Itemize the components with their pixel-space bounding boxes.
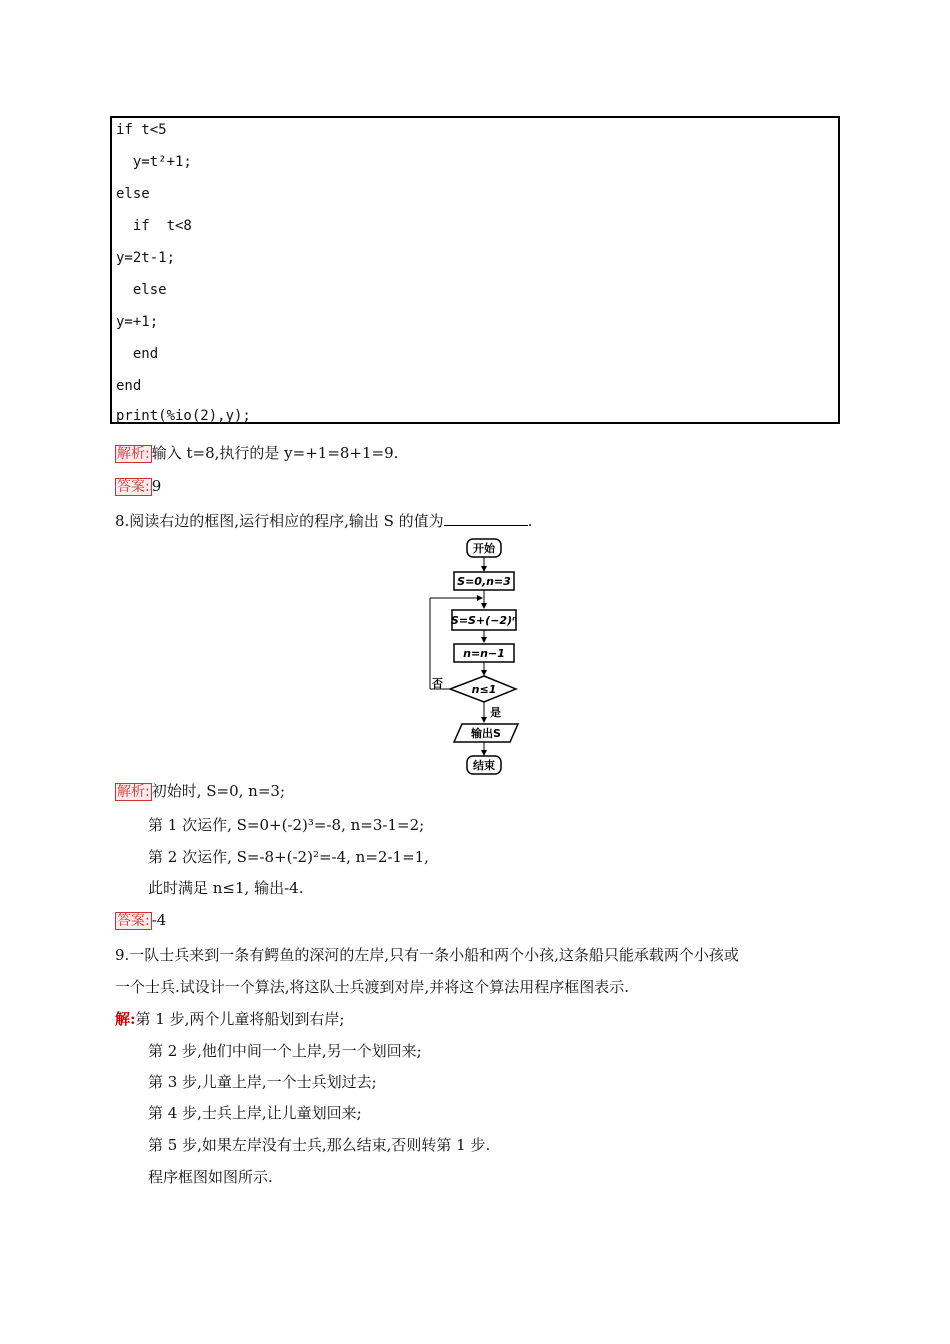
code-line: y=t²+1; [116,154,192,170]
analysis-line: 第 1 次运作, S=0+(-2)³=-8, n=3-1=2; [148,816,425,834]
q8-analysis [115,780,285,801]
solution-step: 程序框图如图所示. [148,1168,273,1186]
analysis-line: 初始时, S=0, n=3; [151,782,286,800]
solution-step: 第 4 步,士兵上岸,让儿童划回来; [148,1104,362,1122]
code-block [110,116,840,424]
q7-analysis [115,442,398,463]
q9-question-line: 一个士兵.试设计一个算法,将这队士兵渡到对岸,并将这个算法用程序框图表示. [115,978,630,996]
solution-step: 第 3 步,儿童上岸,一个士兵划过去; [148,1073,377,1091]
code-line: y=2t-1; [116,250,176,266]
condition-label: n≤1 [471,683,497,696]
code-line: end [116,346,159,362]
code-line: else [116,282,167,298]
analysis-tag: 解析: [117,446,150,462]
start-label: 开始 [473,542,495,555]
answer-text: 9 [151,477,162,495]
code-line: y=+1; [116,314,159,330]
yes-label: 是 [490,706,501,719]
analysis-line: 第 2 次运作, S=-8+(-2)²=-4, n=2-1=1, [148,848,429,866]
code-line: if t<8 [116,218,192,234]
no-label: 否 [432,677,443,690]
init-label: S=0,n=3 [457,575,511,588]
analysis-tag: 解析: [117,784,150,800]
flowchart [420,536,530,778]
answer-text: -4 [151,911,167,929]
end-label: 结束 [473,759,495,772]
question-end: . [527,512,533,530]
question-text: 8.阅读右边的框图,运行相应的程序,输出 S 的值为 [115,512,444,530]
code-line: else [116,186,150,202]
code-line: print(%io(2),y); [116,408,251,424]
solution-step: 第 2 步,他们中间一个上岸,另一个划回来; [148,1042,422,1060]
solution-step: 第 5 步,如果左岸没有士兵,那么结束,否则转第 1 步. [148,1136,491,1154]
update-n-label: n=n−1 [463,647,505,660]
answer-tag: 答案: [117,913,150,929]
q9-question-line: 9.一队士兵来到一条有鳄鱼的深河的左岸,只有一条小船和两个小孩,这条船只能承载两个小孩或 [115,946,739,964]
q9-solution [115,1008,344,1029]
update-s-label: S=S+(−2)ⁿ [450,614,518,627]
solution-step: 第 1 步,两个儿童将船划到右岸; [135,1010,345,1028]
answer-blank [444,511,528,526]
q8-question [115,510,532,531]
output-label: 输出S [471,727,501,740]
solve-tag: 解: [115,1010,136,1028]
answer-tag: 答案: [117,479,150,495]
q8-answer [115,910,166,930]
analysis-line: 此时满足 n≤1, 输出-4. [148,879,304,897]
code-line: if t<5 [116,122,167,138]
q7-answer [115,476,161,496]
code-line: end [116,378,142,394]
analysis-text: 输入 t=8,执行的是 y=+1=8+1=9. [151,444,399,462]
